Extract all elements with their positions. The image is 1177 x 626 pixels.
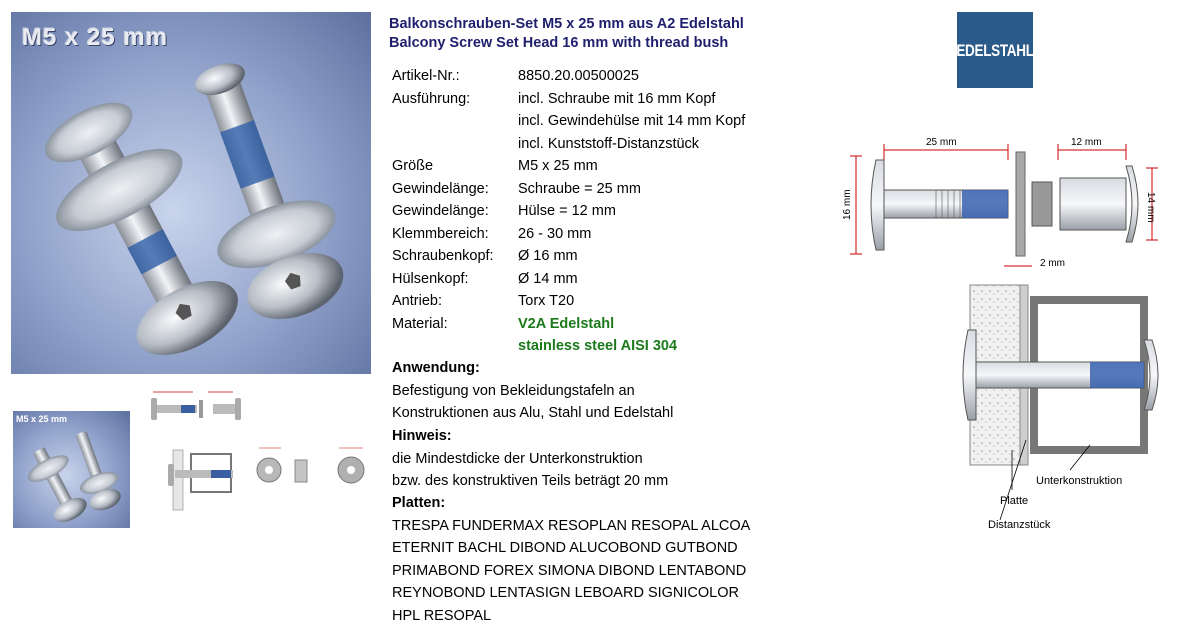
spec-row [392, 313, 745, 336]
platten-line: ETERNIT BACHL DIBOND ALUCOBOND GUTBOND [392, 540, 738, 556]
thumbnail-diagram[interactable] [133, 380, 253, 528]
spec-key: Antrieb: [392, 293, 442, 309]
spec-value: incl. Gewindehülse mit 14 mm Kopf [518, 113, 746, 129]
anwendung-heading: Anwendung: [392, 360, 480, 376]
thumbnail-size-label: M5 x 25 mm [16, 414, 68, 424]
spec-value: M5 x 25 mm [518, 158, 598, 174]
spec-table [392, 65, 745, 358]
product-photo [11, 12, 371, 374]
spec-row [392, 335, 745, 358]
edelstahl-logo [957, 12, 1033, 88]
spec-row [392, 290, 745, 313]
spec-key [392, 335, 518, 358]
anwendung-section [392, 357, 673, 425]
spec-value: 8850.20.00500025 [518, 68, 639, 84]
spec-row [392, 133, 745, 156]
spec-key: Schraubenkopf: [392, 248, 494, 264]
spec-row [392, 200, 745, 223]
hinweis-section [392, 425, 668, 493]
spec-row [392, 88, 745, 111]
dim-14: 14 mm [1145, 192, 1156, 223]
diagram-thumbnail-illustration [133, 380, 253, 528]
spec-row [392, 178, 745, 201]
product-title [389, 15, 744, 53]
spec-value: Torx T20 [518, 293, 575, 309]
anwendung-line: Konstruktionen aus Alu, Stahl und Edelstahl [392, 405, 674, 421]
spec-key: Größe [392, 158, 434, 174]
dim-16: 16 mm [842, 189, 853, 220]
dim-12: 12 mm [1071, 137, 1102, 148]
label-platte: Platte [1000, 495, 1029, 507]
spec-key: Klemmbereich: [392, 225, 489, 242]
spec-row [392, 245, 745, 268]
platten-line: PRIMABOND FOREX SIMONA DIBOND LENTABOND [392, 562, 747, 579]
spec-row [392, 65, 745, 88]
platten-line: REYNOBOND LENTASIGN LEBOARD SIGNICOLOR [392, 585, 739, 601]
spec-value: Ø 16 mm [518, 248, 578, 264]
material-value: V2A Edelstahl [518, 315, 615, 332]
spec-value: Schraube = 25 mm [518, 180, 641, 197]
hinweis-heading: Hinweis: [392, 428, 452, 444]
label-distanzstueck: Distanzstück [988, 519, 1051, 531]
washer-thumbnail-illustration [255, 440, 367, 502]
spec-row [392, 223, 745, 246]
spec-value: 26 - 30 mm [518, 225, 592, 242]
anwendung-line: Befestigung von Bekleidungstafeln an [392, 382, 635, 399]
title-german: Balkonschrauben-Set M5 x 25 mm aus A2 Edelstahl [389, 16, 744, 32]
hinweis-line: bzw. des konstruktiven Teils beträgt 20 mm [392, 473, 669, 489]
title-english: Balcony Screw Set Head 16 mm with thread bush [389, 35, 729, 51]
screw-thumbnail-illustration [13, 411, 130, 528]
spec-row [392, 155, 745, 178]
spec-key: Gewindelänge: [392, 203, 489, 219]
spec-value: Ø 14 mm [518, 270, 578, 287]
spec-key: Ausführung: [392, 90, 471, 107]
spec-row [392, 110, 745, 133]
label-unterkonstruktion: Unterkonstruktion [1036, 475, 1123, 487]
spec-key: Gewindelänge: [392, 180, 489, 197]
spec-key: Hülsenkopf: [392, 270, 469, 287]
thumbnail-photo[interactable] [13, 411, 130, 528]
thumbnail-washers[interactable] [255, 440, 367, 502]
hinweis-line: die Mindestdicke der Unterkonstruktion [392, 450, 643, 467]
screw-set-illustration [11, 12, 371, 374]
dim-25: 25 mm [926, 137, 957, 148]
material-value: stainless steel AISI 304 [518, 338, 678, 354]
logo-text: EDELSTAHL [956, 40, 1034, 60]
spec-value: incl. Schraube mit 16 mm Kopf [518, 90, 716, 107]
installation-diagram [940, 280, 1172, 536]
platten-section [392, 492, 750, 626]
spec-key: Material: [392, 315, 448, 332]
platten-line: TRESPA FUNDERMAX RESOPLAN RESOPAL ALCOA [392, 517, 751, 534]
spec-key: Artikel-Nr.: [392, 68, 460, 84]
size-label: M5 x 25 mm [22, 24, 169, 51]
spec-key [392, 133, 518, 156]
spec-value: incl. Kunststoff-Distanzstück [518, 135, 700, 152]
spec-row [392, 268, 745, 291]
platten-heading: Platten: [392, 495, 446, 511]
dim-2: 2 mm [1040, 258, 1065, 269]
dimension-diagram [836, 130, 1172, 278]
spec-value: Hülse = 12 mm [518, 203, 616, 219]
platten-line: HPL RESOPAL [392, 607, 492, 624]
spec-key [392, 110, 518, 133]
